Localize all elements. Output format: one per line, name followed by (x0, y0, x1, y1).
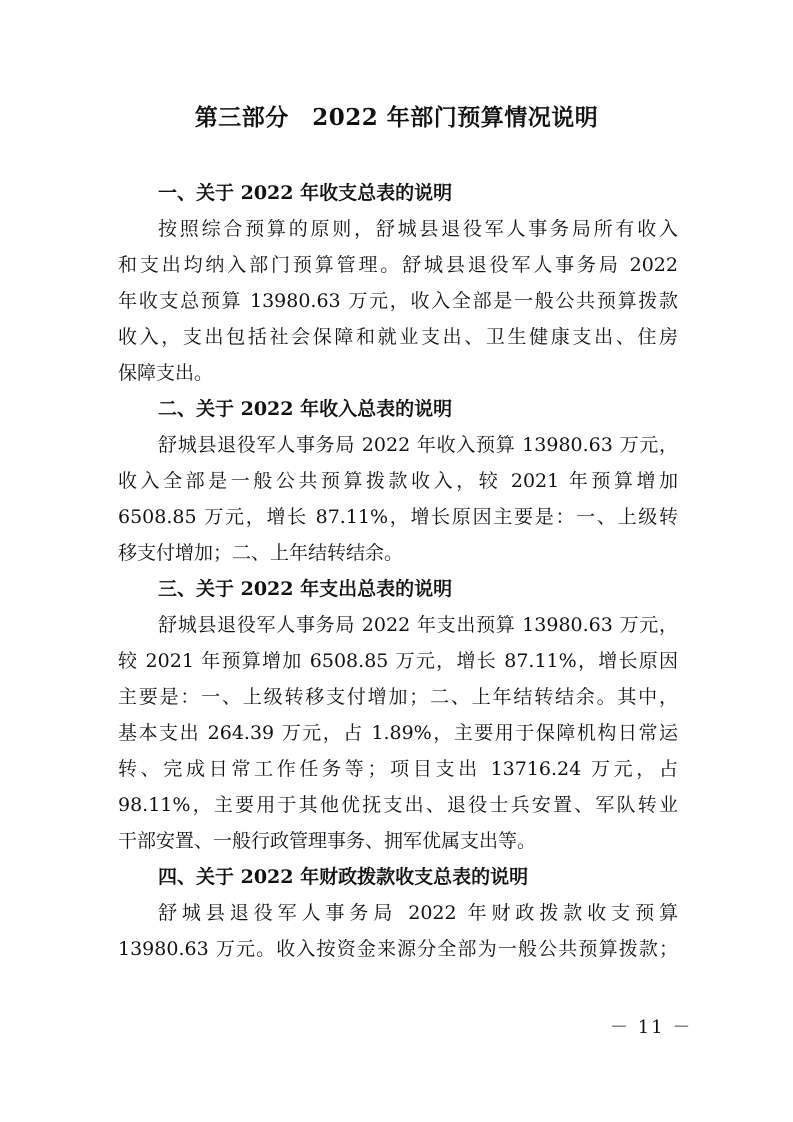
page-title: 第三部分 2022 年部门预算情况说明 (194, 104, 599, 131)
paragraph-line: 收入，支出包括社会保障和就业支出、卫生健康支出、住房 (118, 326, 678, 348)
paragraph-line: 收入全部是一般公共预算拨款收入，较 2021 年预算增加 (118, 470, 678, 492)
paragraph-line: 干部安置、一般行政管理事务、拥军优属支出等。 (118, 830, 537, 852)
paragraph-line: 舒城县退役军人事务局 2022 年收入预算 13980.63 万元， (158, 434, 678, 456)
paragraph-line: 移支付增加；二、上年结转结余。 (118, 542, 404, 564)
paragraph-line: 转、完成日常工作任务等；项目支出 13716.24 万元，占 (118, 758, 678, 780)
paragraph-line: 主要是：一、上级转移支付增加；二、上年结转结余。其中， (118, 686, 678, 708)
section-heading: 四、关于 2022 年财政拨款收支总表的说明 (158, 866, 529, 888)
paragraph-line: 6508.85 万元，增长 87.11%，增长原因主要是：一、上级转 (118, 506, 678, 528)
paragraph-line: 按照综合预算的原则，舒城县退役军人事务局所有收入 (158, 218, 678, 240)
paragraph-line: 98.11%，主要用于其他优抚支出、退役士兵安置、军队转业 (118, 794, 678, 816)
section-heading: 三、关于 2022 年支出总表的说明 (158, 578, 453, 600)
paragraph-line: 年收支总预算 13980.63 万元，收入全部是一般公共预算拨款 (118, 290, 678, 312)
paragraph-line: 舒城县退役军人事务局 2022 年财政拨款收支预算 (158, 902, 678, 924)
paragraph-line: 保障支出。 (118, 362, 214, 384)
document-body (118, 175, 678, 967)
page-number: － 11 － (610, 1017, 693, 1038)
paragraph-line: 较 2021 年预算增加 6508.85 万元，增长 87.11%，增长原因 (118, 650, 678, 672)
section-heading: 二、关于 2022 年收入总表的说明 (158, 398, 453, 420)
section-heading: 一、关于 2022 年收支总表的说明 (158, 182, 453, 204)
paragraph-line: 13980.63 万元。收入按资金来源分全部为一般公共预算拨款； (118, 938, 678, 960)
paragraph-line: 基本支出 264.39 万元，占 1.89%，主要用于保障机构日常运 (118, 722, 678, 744)
paragraph-line: 和支出均纳入部门预算管理。舒城县退役军人事务局 2022 (118, 254, 678, 276)
paragraph-line: 舒城县退役军人事务局 2022 年支出预算 13980.63 万元， (158, 614, 678, 636)
